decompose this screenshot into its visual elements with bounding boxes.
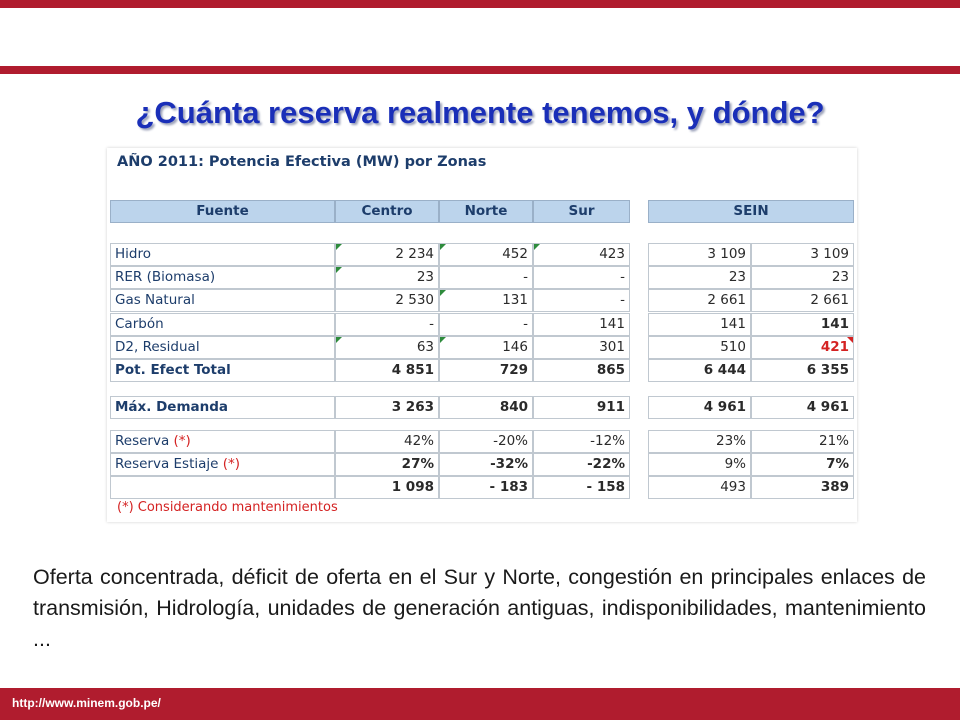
header-centro: Centro	[335, 200, 439, 223]
row-4-norte: 146	[439, 336, 533, 359]
estiaje-mw-sein1: 493	[648, 476, 751, 499]
row-5-norte: 729	[439, 359, 533, 382]
demanda-sur: 911	[533, 396, 630, 419]
row-2-norte: 131	[439, 289, 533, 312]
estiaje-mw-sur: - 158	[533, 476, 630, 499]
demanda-norte: 840	[439, 396, 533, 419]
row-2-label: Gas Natural	[110, 289, 335, 312]
row-5-sur: 865	[533, 359, 630, 382]
footer-red-bar	[0, 688, 960, 720]
demanda-sein2: 4 961	[751, 396, 854, 419]
comment-marker-icon	[440, 290, 446, 296]
row-4-sein1: 510	[648, 336, 751, 359]
row-0-sein1: 3 109	[648, 243, 751, 266]
row-3-norte: -	[439, 313, 533, 336]
row-5-label: Pot. Efect Total	[110, 359, 335, 382]
reserva-norte: -20%	[439, 430, 533, 453]
slide-body-text: Oferta concentrada, déficit de oferta en el Sur y Norte, congestión en principales enlaces de transmisión, Hidrología, unidades de generación antiguas, indisponibilidades, mantenimiento ...	[33, 565, 926, 652]
header-red-bar	[0, 66, 960, 74]
header-sein: SEIN	[648, 200, 854, 223]
row-2-sur: -	[533, 289, 630, 312]
row-3-sur: 141	[533, 313, 630, 336]
reserva-sur: -12%	[533, 430, 630, 453]
row-4-centro: 63	[335, 336, 439, 359]
table-image-panel	[107, 148, 857, 522]
estiaje-centro: 27%	[335, 453, 439, 476]
row-2-sein2: 2 661	[751, 289, 854, 312]
comment-marker-icon	[336, 267, 342, 273]
row-5-sein1: 6 444	[648, 359, 751, 382]
row-4-sur: 301	[533, 336, 630, 359]
footer-url: http://www.minem.gob.pe/	[12, 696, 161, 710]
reserva-label: Reserva (*)	[110, 430, 335, 453]
estiaje-norte: -32%	[439, 453, 533, 476]
reserva-centro: 42%	[335, 430, 439, 453]
row-1-sein1: 23	[648, 266, 751, 289]
demanda-sein1: 4 961	[648, 396, 751, 419]
header-norte: Norte	[439, 200, 533, 223]
comment-marker-icon	[440, 337, 446, 343]
reserva-mark: (*)	[173, 433, 191, 449]
row-5-centro: 4 851	[335, 359, 439, 382]
estiaje-sein2: 7%	[751, 453, 854, 476]
row-3-sein1: 141	[648, 313, 751, 336]
row-1-sein2: 23	[751, 266, 854, 289]
estiaje-sur: -22%	[533, 453, 630, 476]
row-5-sein2: 6 355	[751, 359, 854, 382]
row-4-sein2: 421	[751, 336, 854, 359]
table-footnote: (*) Considerando mantenimientos	[117, 500, 338, 515]
demanda-centro: 3 263	[335, 396, 439, 419]
reserva-sein1: 23%	[648, 430, 751, 453]
estiaje-mark: (*)	[222, 456, 241, 472]
table-title: AÑO 2011: Potencia Efectiva (MW) por Zonas	[117, 154, 487, 170]
row-1-sur: -	[533, 266, 630, 289]
estiaje-label: Reserva Estiaje (*)	[110, 453, 335, 476]
row-1-label: RER (Biomasa)	[110, 266, 335, 289]
row-3-centro: -	[335, 313, 439, 336]
row-0-sur: 423	[533, 243, 630, 266]
row-1-centro: 23	[335, 266, 439, 289]
estiaje-mw-norte: - 183	[439, 476, 533, 499]
top-red-bar	[0, 0, 960, 8]
comment-marker-icon	[336, 244, 342, 250]
estiaje-mw-label	[110, 476, 335, 499]
comment-marker-icon	[336, 337, 342, 343]
row-0-norte: 452	[439, 243, 533, 266]
comment-marker-icon	[847, 337, 853, 343]
comment-marker-icon	[440, 244, 446, 250]
row-4-label: D2, Residual	[110, 336, 335, 359]
estiaje-mw-sein2: 389	[751, 476, 854, 499]
demanda-label: Máx. Demanda	[110, 396, 335, 419]
row-3-label: Carbón	[110, 313, 335, 336]
row-1-norte: -	[439, 266, 533, 289]
row-2-centro: 2 530	[335, 289, 439, 312]
header-fuente: Fuente	[110, 200, 335, 223]
row-3-sein2: 141	[751, 313, 854, 336]
comment-marker-icon	[534, 244, 540, 250]
row-0-sein2: 3 109	[751, 243, 854, 266]
row-0-centro: 2 234	[335, 243, 439, 266]
slide-title: ¿Cuánta reserva realmente tenemos, y dónde?	[135, 95, 825, 130]
estiaje-mw-centro: 1 098	[335, 476, 439, 499]
row-0-label: Hidro	[110, 243, 335, 266]
estiaje-sein1: 9%	[648, 453, 751, 476]
header-sur: Sur	[533, 200, 630, 223]
row-2-sein1: 2 661	[648, 289, 751, 312]
reserva-sein2: 21%	[751, 430, 854, 453]
